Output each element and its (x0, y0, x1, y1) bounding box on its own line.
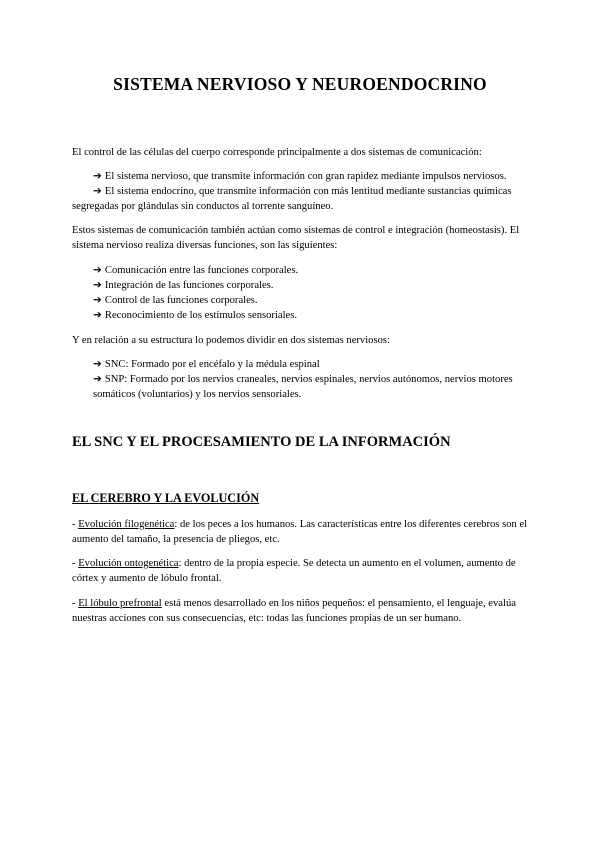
evolution-text: está menos desarrollado en los niños pequeños: el pensamiento, el lenguaje, evalúa (161, 598, 516, 609)
structure-intro-paragraph: Y en relación a su estructura lo podemos dividir en dos sistemas nerviosos: (72, 335, 390, 346)
arrow-bullet-icon: ➔ (93, 265, 102, 276)
arrow-bullet-icon: ➔ (93, 186, 102, 197)
page-title: SISTEMA NERVIOSO Y NEUROENDOCRINO (113, 74, 487, 94)
list-item-function (72, 293, 542, 308)
evolution-continuation: aumento del tamaño, la presencia de pliegos, etc. (72, 534, 280, 545)
evolution-continuation: nuestras acciones con sus consecuencias, etc: todas las funciones propias de un ser humano. (72, 613, 462, 624)
underlined-term: El lóbulo prefrontal (78, 598, 162, 609)
list-item-text: El sistema nervioso, que transmite información con gran rapidez mediante impulsos nerviosos. (104, 171, 507, 182)
intro-paragraph: El control de las células del cuerpo corresponde principalmente a dos sistemas de comunicación: (72, 147, 482, 158)
list-item-system-nervous (72, 169, 542, 184)
list-item-continuation: somáticos (voluntarios) y los nervios sensoriales. (93, 389, 302, 400)
arrow-bullet-icon: ➔ (93, 359, 102, 370)
arrow-bullet-icon: ➔ (93, 374, 102, 385)
list-item-text: El sistema endocrino, que transmite información con más lentitud mediante sustancias químicas (104, 186, 512, 197)
functions-intro-line-2: sistema nervioso realiza diversas funciones, son las siguientes: (72, 240, 338, 251)
dash-prefix: - (72, 598, 79, 609)
list-item-text: Reconocimiento de los estímulos sensoriales. (104, 310, 298, 321)
list-item-text: SNP: Formado por los nervios craneales, nervios espinales, nervios autónomos, nervios motores (104, 374, 513, 385)
arrow-bullet-icon: ➔ (93, 310, 102, 321)
evolution-item-ontogenetic (72, 556, 542, 586)
dash-prefix: - (72, 519, 79, 530)
functions-intro-line-1: Estos sistemas de comunicación también actúan como sistemas de control e integración (homeostasis). El (72, 225, 520, 236)
evolution-continuation: córtex y aumento de lóbulo frontal. (72, 573, 222, 584)
list-item-snp (72, 372, 542, 402)
arrow-bullet-icon: ➔ (93, 295, 102, 306)
dash-prefix: - (72, 558, 79, 569)
arrow-bullet-icon: ➔ (93, 280, 102, 291)
underlined-term: Evolución ontogenética (78, 558, 179, 569)
list-item-function (72, 308, 542, 323)
functions-intro-paragraph (72, 223, 542, 253)
list-item-system-endocrine (72, 184, 542, 214)
arrow-bullet-icon: ➔ (93, 171, 102, 182)
evolution-text: : dentro de la propia especie. Se detecta un aumento en el volumen, aumento de (178, 558, 516, 569)
list-item-text: Integración de las funciones corporales. (104, 280, 274, 291)
subsection-heading: EL CEREBRO Y LA EVOLUCIÓN (72, 491, 260, 505)
evolution-item-phylogenetic (72, 517, 542, 547)
list-item-text: Comunicación entre las funciones corporales. (104, 265, 299, 276)
section-heading: EL SNC Y EL PROCESAMIENTO DE LA INFORMACIÓN (72, 434, 451, 450)
list-item-function (72, 263, 542, 278)
list-item-text: Control de las funciones corporales. (104, 295, 258, 306)
underlined-term: Evolución filogenética (78, 519, 175, 530)
list-item-continuation: segregadas por glándulas sin conductos al torrente sanguíneo. (72, 201, 334, 212)
list-item-function (72, 278, 542, 293)
evolution-text: : de los peces a los humanos. Las características entre los diferentes cerebros son el (174, 519, 528, 530)
evolution-item-prefrontal (72, 596, 542, 626)
list-item-snc (72, 357, 542, 372)
list-item-text: SNC: Formado por el encéfalo y la médula espinal (104, 359, 320, 370)
